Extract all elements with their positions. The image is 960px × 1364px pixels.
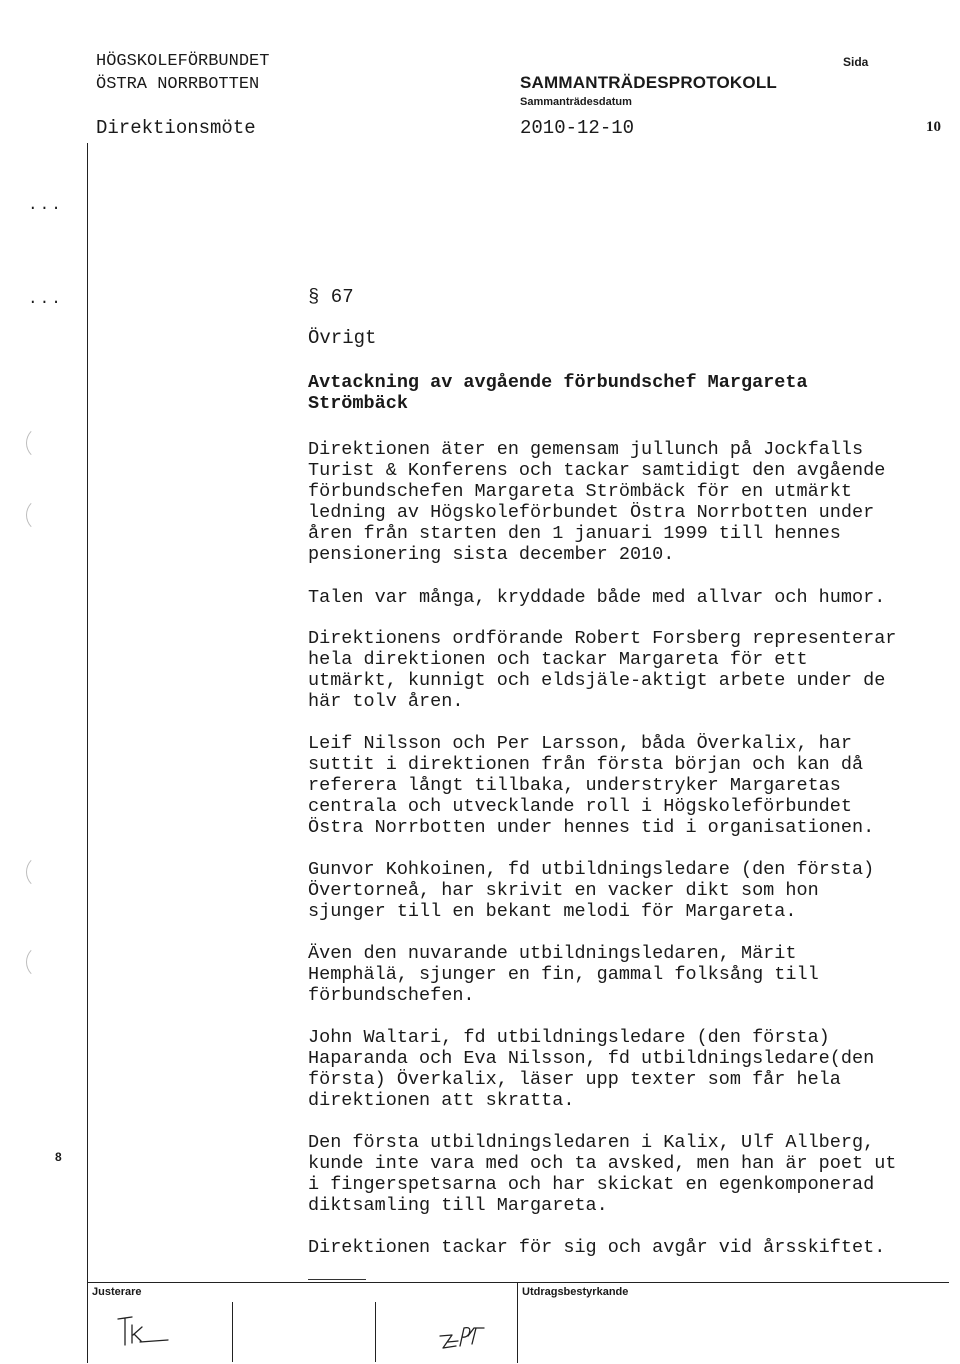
footer-short-rule (308, 1279, 366, 1280)
footer-divider (517, 1283, 518, 1363)
margin-ellipsis: ... (28, 196, 63, 214)
body-paragraph: Den första utbildningsledaren i Kalix, Ulf Allberg, kunde inte vara med och ta avsked, men han är poet ut i fingerspetsarna och har skickat en egenkomponerad diktsamling till Margareta. (308, 1132, 897, 1216)
punch-hole-mark (26, 498, 59, 532)
meeting-type: Direktionsmöte (96, 117, 256, 139)
section-number: § 67 (308, 286, 354, 308)
meeting-date-label: Sammanträdesdatum (520, 96, 632, 108)
page-number: 10 (926, 119, 941, 135)
body-paragraph: Leif Nilsson och Per Larsson, båda Överkalix, har suttit i direktionen från första början och kan då referera långt tillbaka, understryker Margaretas centrala och utvecklande roll i Högskoleförbundet Östra Norrbotten under hennes tid i organisationen. (308, 733, 875, 838)
section-subtitle: Avtackning av avgående förbundschef Margareta Strömbäck (308, 372, 808, 414)
footer-divider (375, 1302, 376, 1362)
punch-hole-mark (26, 855, 59, 889)
punch-hole-mark (26, 426, 59, 460)
protocol-title: SAMMANTRÄDESPROTOKOLL (520, 73, 777, 92)
body-paragraph: Gunvor Kohkoinen, fd utbildningsledare (den första) Övertorneå, har skrivit en vacker dikt som hon sjunger till en bekant melodi för Margareta. (308, 859, 875, 922)
meeting-date: 2010-12-10 (520, 117, 635, 139)
page-label: Sida (843, 55, 869, 69)
footer-rule (87, 1282, 949, 1283)
body-paragraph: Direktionens ordförande Robert Forsberg representerar hela direktionen och tackar Margareta för ett utmärkt, kunnigt och eldsjäle-aktigt arbete under de här tolv åren. (308, 628, 897, 712)
body-paragraph: Talen var många, kryddade både med allvar och humor. (308, 587, 886, 608)
left-margin-rule (87, 143, 88, 1363)
punch-hole-mark (26, 945, 59, 979)
body-paragraph: John Waltari, fd utbildningsledare (den första) Haparanda och Eva Nilsson, fd utbildningsledare(den första) Överkalix, läser upp texter som får hela direktionen att skratta. (308, 1027, 875, 1111)
utdragsbestyrkande-label: Utdragsbestyrkande (522, 1286, 629, 1298)
margin-ellipsis: ... (28, 290, 63, 308)
organization-name-line1: HÖGSKOLEFÖRBUNDET (96, 52, 270, 71)
justerare-label: Justerare (92, 1286, 142, 1298)
section-title: Övrigt (308, 327, 377, 349)
signature-initials-1 (116, 1315, 176, 1351)
organization-name-line2: ÖSTRA NORRBOTTEN (96, 75, 260, 94)
footer-divider (232, 1302, 233, 1362)
body-paragraph: Direktionen äter en gemensam jullunch på Jockfalls Turist & Konferens och tackar samtidigt den avgående förbundschefen Margareta Strömbäck för en utmärkt ledning av Högskoleförbundet Östra Norrbotten under åren från starten den 1 januari 1999 till hennes pensionering sista december 2010. (308, 439, 886, 565)
margin-number: 8 (55, 1150, 62, 1164)
signature-initials-2 (438, 1322, 494, 1356)
body-paragraph: Även den nuvarande utbildningsledaren, Märit Hemphälä, sjunger en fin, gammal folksång till förbundschefen. (308, 943, 819, 1006)
body-paragraph: Direktionen tackar för sig och avgår vid årsskiftet. (308, 1237, 886, 1258)
